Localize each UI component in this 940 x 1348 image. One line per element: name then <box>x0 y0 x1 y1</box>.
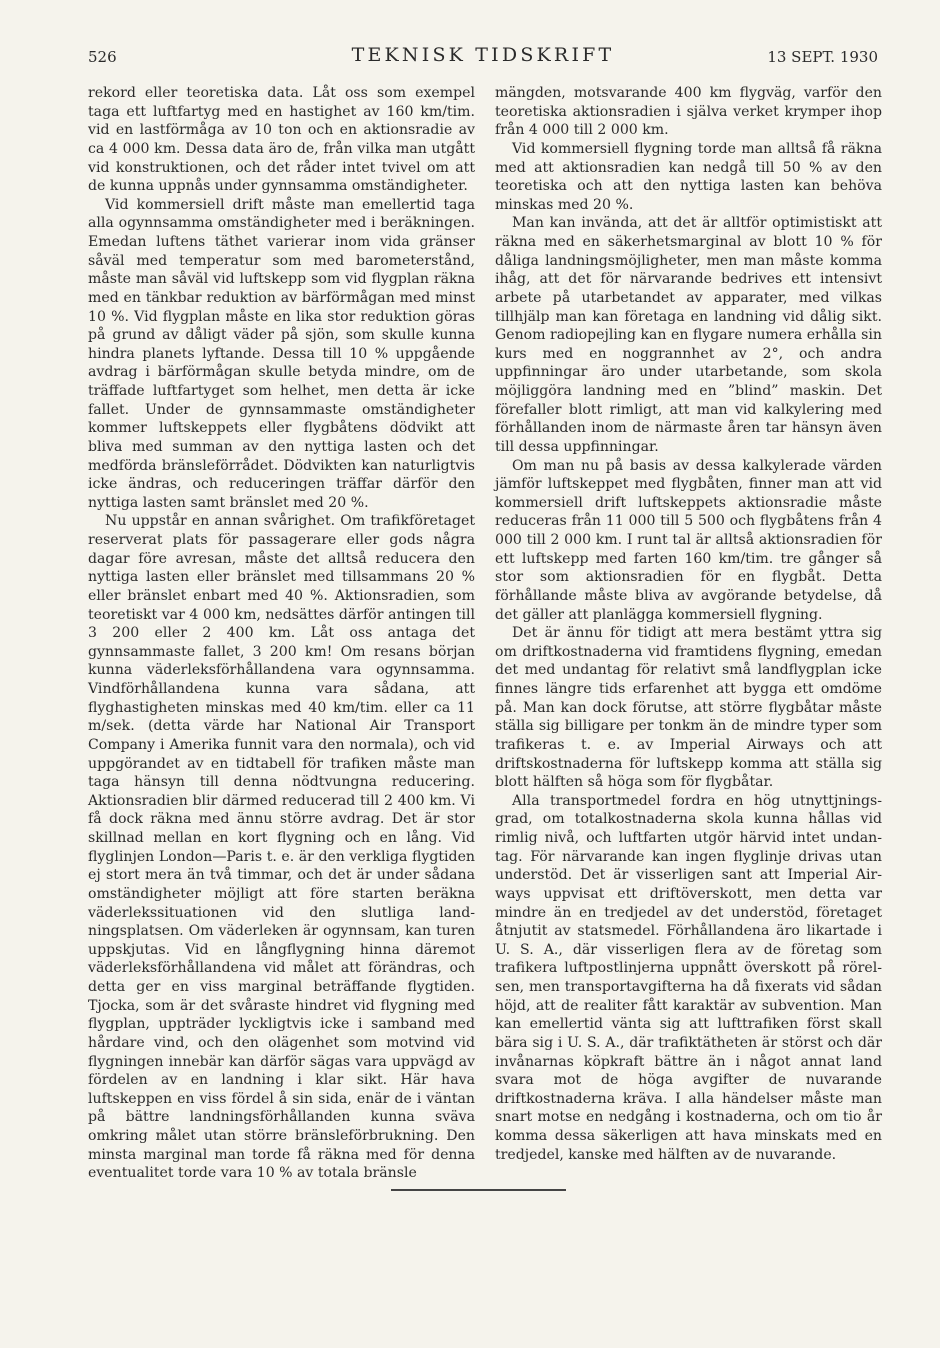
paragraph: Nu uppstår en annan svårighet. Om trafikföretaget reserverat plats för passagerare eller gods några dagar före avresan, måste det alltså reducera den nyttiga lasten eller bränslet med tillsammans 20 % eller bränslet enbart med 40 %. Aktionsradien, som teoretiskt var 4 000 km, nedsättes därför antingen till 3 200 eller 2 400 km. Låt oss antaga det gynnsammaste fallet, 3 200 km! Om resans början kunna väderleksförhållandena vara ogynnsamma. Vindförhållandena kunna vara sådana, att flyghastigheten minskas med 40 km/tim. eller ca 11 m/sek. (detta värde har National Air Transport Company i Amerika funnit vara den normala), och vid uppgörandet av en tidtabell för trafiken måste man taga hänsyn till denna nödtvungna reducering. Aktionsradien blir därmed reducerad till 2 400 km. Vi få dock räkna med ännu större avdrag. Det är stor skillnad mellan en kort flygning och en lång. Vid flyglinjen London—Paris t. e. är den verkliga flygtiden ej stort mera än två timmar, och det är under sådana omständigheter möjligt att före starten beräkna väderlekssituationen vid den slutliga landningsplatsen. Om väderleken är ogynnsam, kan turen uppskjutas. Vid en långflygning hinna däremot väderleksförhållandena vid målet att förändras, och detta ger en viss marginal beträffande flygtiden. Tjocka, som är det svåraste hindret vid flygning med flygplan, uppträder lyckligtvis icke i samband med hårdare vind, och den olägenhet som motvind vid flygningen innebär kan därför sägas vara uppvägd av fördelen av en landning i klar sikt. Här hava luftskeppen en viss fördel å sin sida, enär de i väntan på bättre landningsförhållanden kunna sväva omkring målet utan större bränsleförbrukning. Den minsta marginal man torde få räkna med för denna eventualitet torde vara 10 % av totala bränsle <box>88 513 475 1182</box>
paragraph: Vid kommersiell flygning torde man alltså få räkna med att aktionsradien kan nedgå till 50 % av den teoretiska och att den nyttiga lasten kan behöva minskas med 20 %. <box>495 140 882 213</box>
end-rule <box>391 1189 566 1191</box>
paragraph: Om man nu på basis av dessa kalkylerade värden jämför luftskeppet med flygbåten, finner man att vid kommersiell drift luftskeppets aktionsradie måste reduceras från 11 000 till 5 500 och flygbåtens från 4 000 till 2 000 km. I runt tal är alltså aktionsradien för ett luftskepp med farten 160 km/tim. tre gånger så stor som aktionsradien för en flygbåt. Detta förhållande måste bliva av avgörande betydelse, då det gäller att planlägga kommersiell flygning. <box>495 457 882 623</box>
paragraph: Det är ännu för tidigt att mera bestämt yttra sig om driftkostnaderna vid framtidens flygning, emedan det med undantag för relativt små landflygplan icke finnes längre tids erfarenhet att bygga ett omdöme på. Man kan dock förutse, att större flygbåtar måste ställa sig billigare per tonkm än de mindre typer som trafikeras t. e. av Imperial Airways och att driftskostnaderna för luftskepp komma att ställa sig blott hälften så höga som för flygbåtar. <box>495 625 882 791</box>
paragraph: Vid kommersiell drift måste man emellertid taga alla ogynnsamma omständigheter med i beräkningen. Emedan luftens täthet varierar inom vida gränser såväl med temperatur som med barometerstånd, måste man såväl vid luftskepp som vid flygplan räkna med en tänkbar reduktion av bärförmågan med minst 10 %. Vid flygplan måste en lika stor reduktion göras på grund av dåligt väder på sjön, som skulle kunna hindra planets lyftande. Dessa till 10 % uppgående avdrag i bärförmågan skulle betyda mindre, om de träffade luftfartyget som helhet, men detta är icke fallet. Under de gynnsammaste omständigheter kommer luftskeppets eller flygbåtens dödvikt att bliva med summan av den nyttiga lasten och det medförda bränsleförrådet. Dödvikten kan naturligtvis icke ändras, och reduceringen träffar därför den nyttiga lasten samt bränslet med 20 %. <box>88 196 475 511</box>
paragraph: mängden, motsvarande 400 km flygväg, varför den teoretiska aktionsradien i själva verket krymper ihop från 4 000 till 2 000 km. <box>495 85 882 139</box>
journal-title: TEKNISK TIDSKRIFT <box>351 44 615 66</box>
right-column <box>495 84 882 1164</box>
issue-date: 13 SEPT. 1930 <box>767 48 878 66</box>
paragraph: rekord eller teoretiska data. Låt oss som exempel taga ett luftfartyg med en hastighet av 160 km/tim. vid en lastförmåga av 10 ton och en aktionsradie av ca 4 000 km. Dessa data äro de, från vilka man utgått vid konstruktionen, och det råder intet tvivel om att de kunna uppnås under gynnsamma omständigheter. <box>88 85 475 195</box>
left-column <box>88 84 475 1183</box>
paragraph: Man kan invända, att det är alltför optimistiskt att räkna med en säkerhetsmarginal av blott 10 % för dåliga landningsmöjligheter, men man måste komma ihåg, att det för närvarande bedrives ett intensivt arbete på utarbetandet av apparater, med vilkas tillhjälp man kan företaga en landning vid dålig sikt. Genom radiopejling kan en flygare numera erhålla sin kurs med en noggrannhet av 2°, och andra uppfinningar äro under utarbetande, som skola möjliggöra landning med en ”blind” maskin. Det förefaller blott rimligt, att man vid kalkylering med förhållanden inom de närmaste åren tar hänsyn även till dessa uppfinningar. <box>495 215 882 455</box>
page-header <box>88 44 878 76</box>
page-number: 526 <box>88 48 117 66</box>
paragraph: Alla transportmedel fordra en hög utnyttjningsgrad, om totalkostnaderna skola kunna hållas vid rimlig nivå, och luftfarten utgör härvid intet undantag. För närvarande kan ingen flyglinje drivas utan understöd. Det är visserligen sant att Imperial Airways uppvisat ett driftöverskott, men detta var mindre än en tredjedel av det understöd, företaget åtnjutit av statsmedel. Förhållandena äro likartade i U. S. A., där visserligen flera av de företag som trafikera luftpostlinjerna uppnått överskott på rörelsen, men transportavgifterna ha då fixerats vid sådan höjd, att de realiter fått karaktär av subvention. Man kan emellertid vänta sig att lufttrafiken först skall bära sig i U. S. A., där trafiktätheten är störst och där invånarnas köpkraft bättre än i något annat land svara mot de höga avgifter de nuvarande driftkostnaderna kräva. I alla händelser måste man snart motse en nedgång i kostnaderna, och om tio år komma dessa säkerligen att hava minskats med en tredjedel, kanske med hälften av de nuvarande. <box>495 792 882 1163</box>
